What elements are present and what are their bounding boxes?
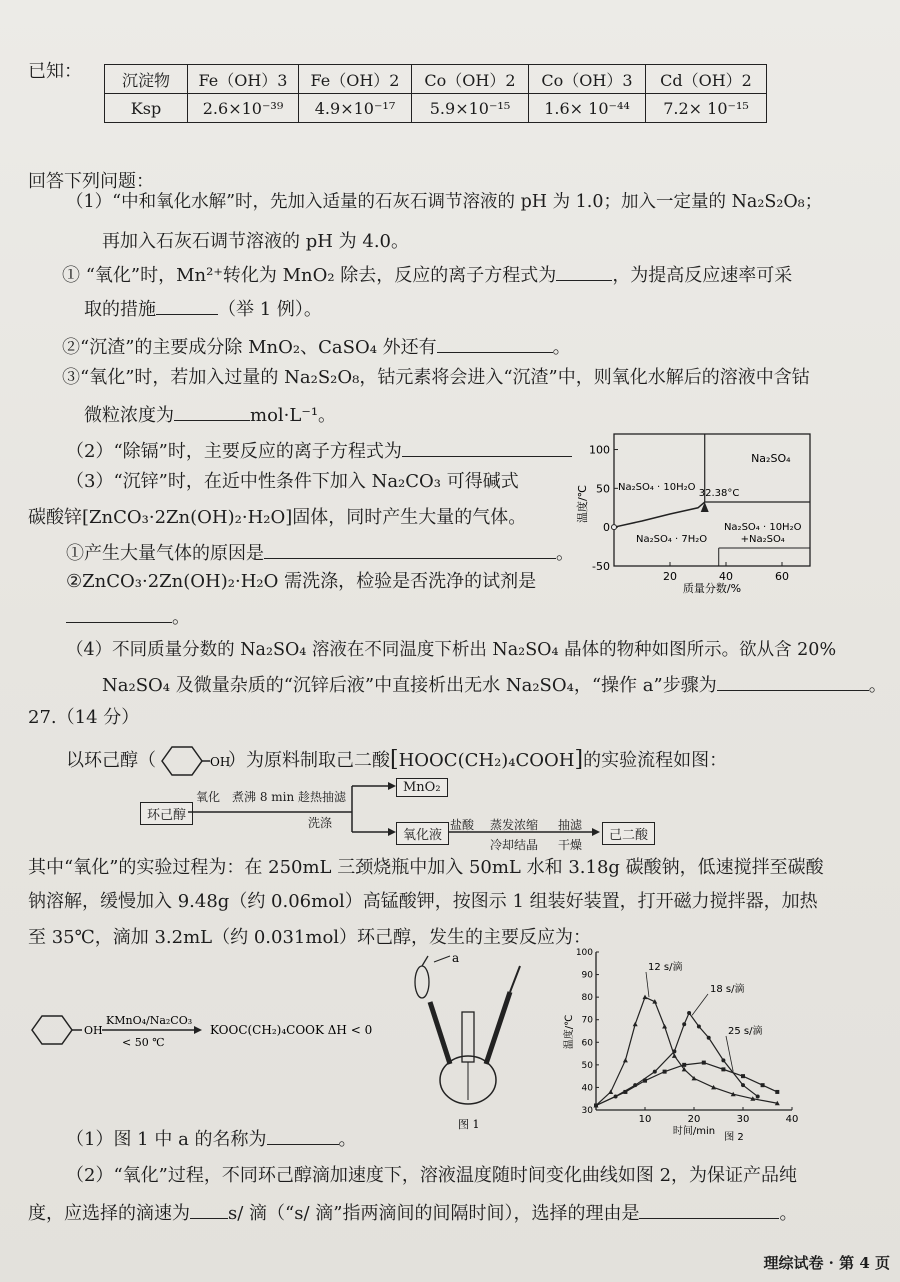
data-point <box>633 1022 638 1026</box>
text-segment: （1）图 1 中 a 的名称为 <box>66 1129 267 1150</box>
table-header-cell: Co（OH）3 <box>529 65 646 94</box>
data-point <box>697 1024 701 1028</box>
figure-caption: 图 2 <box>724 1132 744 1143</box>
flow-box-product: 己二酸 <box>602 822 655 845</box>
x-tick-label: 30 <box>736 1114 750 1125</box>
answer-blank[interactable] <box>402 438 572 457</box>
text-segment: 的实验流程如图： <box>583 750 728 771</box>
data-point <box>643 995 648 1000</box>
question-text <box>66 1126 357 1152</box>
question-text <box>84 402 336 428</box>
y-tick-label: 50 <box>581 1060 593 1071</box>
phase-diagram-chart <box>574 426 814 595</box>
data-point <box>663 1070 667 1074</box>
region-label: +Na₂SO₄ <box>740 534 785 545</box>
question-text: 碳酸锌[ZnCO₃·2Zn(OH)₂·H₂O]固体，同时产生大量的气体。 <box>28 507 527 528</box>
question-text <box>66 748 727 773</box>
flow-step-label: 干燥 <box>558 838 583 852</box>
reaction-equation <box>24 1000 394 1060</box>
chart-plot-area <box>562 948 798 1143</box>
table-cell: 5.9×10⁻¹⁵ <box>412 94 529 123</box>
text-segment: 。 <box>338 1129 357 1150</box>
flow-step-label: 煮沸 8 min <box>232 790 295 804</box>
flow-step-label: 氧化 <box>196 790 221 804</box>
text-segment: 。 <box>172 607 190 628</box>
process-flowchart <box>140 776 700 852</box>
question-text: （1）“中和氧化水解”时，先加入适量的石灰石调节溶液的 pH 为 1.0；加入一定量的 Na₂S₂O₈； <box>66 192 823 212</box>
table-row <box>105 65 767 94</box>
y-axis-label: 温度/℃ <box>576 484 589 524</box>
data-point <box>721 1067 725 1071</box>
series-line <box>596 1063 777 1106</box>
figure-caption: 图 1 <box>458 1118 480 1131</box>
x-tick-label: 20 <box>663 570 677 583</box>
temperature-time-chart <box>560 944 800 1143</box>
chart-plot-area <box>575 434 810 595</box>
label-pointer <box>726 1036 733 1072</box>
question-text: ③“氧化”时，若加入过量的 Na₂S₂O₈，钴元素将会进入“沉渣”中，则氧化水解后的溶液中含钴 <box>62 367 810 388</box>
table-cell: 7.2× 10⁻¹⁵ <box>646 94 767 123</box>
data-point <box>682 1063 686 1067</box>
question-text <box>28 1200 797 1226</box>
text-segment: mol·L⁻¹。 <box>250 405 337 426</box>
region-label: Na₂SO₄ · 7H₂O <box>636 534 708 545</box>
answer-blank[interactable] <box>264 540 556 559</box>
data-point <box>608 1089 613 1094</box>
x-axis-label: 质量分数/% <box>682 582 742 595</box>
region-label: Na₂SO₄ · 10H₂O <box>723 522 802 533</box>
data-point <box>761 1083 765 1087</box>
region-label: Na₂SO₄ <box>751 452 791 465</box>
question-text: （3）“沉锌”时，在近中性条件下加入 Na₂CO₃ 可得碱式 <box>66 471 519 492</box>
x-axis-label: 时间/min <box>672 1126 716 1137</box>
table-cell: 1.6× 10⁻⁴⁴ <box>529 94 646 123</box>
table-header-cell: Cd（OH）2 <box>646 65 767 94</box>
answer-blank[interactable] <box>556 262 612 281</box>
y-axis-label: 温度/℃ <box>564 1014 575 1050</box>
text-segment: 。 <box>552 337 571 358</box>
flow-step-label: 抽滤 <box>558 818 583 832</box>
label-pointer <box>692 994 708 1015</box>
data-point <box>643 1079 647 1083</box>
data-point <box>594 1103 598 1107</box>
apparatus-a-label: a <box>452 951 460 965</box>
text-segment: ）为原料制取己二酸 <box>228 750 390 771</box>
y-tick-label: 80 <box>581 993 593 1004</box>
question-text <box>84 296 322 322</box>
flow-step-label: 洗涤 <box>308 816 333 830</box>
flow-box-mno2: MnO₂ <box>396 778 448 797</box>
question-text: （4）不同质量分数的 Na₂SO₄ 溶液在不同温度下析出 Na₂SO₄ 晶体的物种如图所示。欲从含 20% <box>66 640 837 660</box>
flow-box-filtrate: 氧化液 <box>396 822 449 845</box>
text-segment: ②“沉渣”的主要成分除 MnO₂、CaSO₄ 外还有 <box>62 337 437 358</box>
y-tick-label: 100 <box>575 948 593 958</box>
x-tick-label: 60 <box>775 570 789 583</box>
text-segment: 。 <box>868 675 887 696</box>
text-segment: （2）“除镉”时，主要反应的离子方程式为 <box>66 441 402 462</box>
question-text: 再加入石灰石调节溶液的 pH 为 4.0。 <box>102 231 410 252</box>
y-tick-label: 100 <box>589 443 610 457</box>
answer-blank[interactable] <box>156 296 218 315</box>
text-segment: 。 <box>556 543 574 564</box>
reaction-product: KOOC(CH₂)₄COOK ΔH < 0 <box>210 1023 373 1037</box>
flow-step-label: 蒸发浓缩 <box>490 818 539 832</box>
table-cell: Ksp <box>105 94 188 123</box>
temperature-annotation: 32.38°C <box>698 488 740 499</box>
y-tick-label: 0 <box>603 521 610 535</box>
solubility-curve <box>614 502 705 527</box>
oh-label: OH <box>210 755 231 769</box>
answer-blank[interactable] <box>66 604 172 623</box>
reaction-condition: < 50 ℃ <box>122 1036 165 1049</box>
question-text <box>66 438 572 464</box>
bracket-icon: [ <box>390 747 399 772</box>
data-point <box>682 1022 686 1026</box>
region-label: Na₂SO₄ · 10H₂O <box>618 482 696 493</box>
curve-start-point <box>612 525 617 530</box>
question-text <box>62 334 571 360</box>
data-point <box>623 1058 628 1063</box>
x-tick-label: 40 <box>785 1114 799 1125</box>
y-tick-label: 30 <box>581 1106 593 1116</box>
answer-blank[interactable] <box>639 1200 779 1219</box>
y-tick-label: 40 <box>581 1083 593 1094</box>
data-point <box>775 1090 779 1094</box>
formula-text: HOOC(CH₂)₄COOH <box>398 750 575 771</box>
question-number: 27.（14 分） <box>28 707 140 728</box>
question-text <box>66 604 190 630</box>
label-pointer <box>646 972 649 997</box>
text-segment: 微粒浓度为 <box>84 405 174 426</box>
question-text <box>102 672 887 698</box>
reaction-reagent: KMnO₄/Na₂CO₃ <box>106 1014 193 1027</box>
table-header-cell: Fe（OH）2 <box>299 65 412 94</box>
question-text: （2）“氧化”过程，不同环己醇滴加速度下，溶液温度随时间变化曲线如图 2，为保证产品纯 <box>66 1165 798 1186</box>
question-text: 钠溶解，缓慢加入 9.48g（约 0.06mol）高锰酸钾，按图示 1 组装好装置，打开磁力搅拌器，加热 <box>28 891 818 912</box>
question-text: 其中“氧化”的实验过程为：在 250mL 三颈烧瓶中加入 50mL 水和 3.18g 碳酸钠，低速搅拌至碳酸 <box>28 857 824 878</box>
answer-blank[interactable] <box>717 672 869 691</box>
question-text <box>66 540 574 566</box>
figure1-apparatus <box>400 952 540 1132</box>
known-label: 已知： <box>28 61 82 82</box>
data-point <box>623 1090 627 1094</box>
data-point <box>672 1049 676 1053</box>
flow-step-label: 盐酸 <box>450 818 475 832</box>
text-segment: 以环己醇（ <box>66 750 156 771</box>
y-tick-label: 90 <box>581 970 593 981</box>
table-row <box>105 94 767 123</box>
x-tick-label: 20 <box>687 1114 701 1125</box>
table-cell: 4.9×10⁻¹⁷ <box>299 94 412 123</box>
ksp-table <box>104 64 767 123</box>
text-segment: ① “氧化”时，Mn²⁺转化为 MnO₂ 除去，反应的离子方程式为 <box>62 265 557 286</box>
y-tick-label: 70 <box>581 1015 593 1026</box>
data-point <box>721 1058 725 1062</box>
question-text: 至 35℃，滴加 3.2mL（约 0.031mol）环己醇，发生的主要反应为： <box>28 927 592 948</box>
page-footer: 理综试卷 · 第 4 页 <box>763 1254 890 1272</box>
data-point <box>702 1061 706 1065</box>
text-segment: ，为提高反应速率可采 <box>612 265 793 286</box>
x-tick-label: 40 <box>719 570 733 583</box>
table-cell: 2.6×10⁻³⁹ <box>188 94 299 123</box>
question-text: ②ZnCO₃·2Zn(OH)₂·H₂O 需洗涤，检验是否洗净的试剂是 <box>66 571 537 592</box>
text-segment: （举 1 例）。 <box>218 299 322 320</box>
data-point <box>662 1024 667 1029</box>
question-text <box>62 262 792 288</box>
flow-step-label: 趁热抽滤 <box>298 790 347 804</box>
data-point <box>653 1070 657 1074</box>
text-segment: s/ 滴（“s/ 滴”指两滴间的间隔时间），选择的理由是 <box>228 1203 640 1224</box>
x-tick-label: 10 <box>638 1114 652 1125</box>
text-segment: 取的措施 <box>84 299 156 320</box>
data-point <box>741 1074 745 1078</box>
data-point <box>687 1011 691 1015</box>
answer-blank[interactable] <box>190 1200 228 1219</box>
text-segment: Na₂SO₄ 及微量杂质的“沉锌后液”中直接析出无水 Na₂SO₄，“操作 a”步骤为 <box>102 675 717 696</box>
question-intro: 回答下列问题： <box>28 171 154 192</box>
data-point <box>756 1094 760 1098</box>
data-point <box>707 1036 711 1040</box>
flow-step-label: 冷却结晶 <box>490 838 539 852</box>
table-header-cell: Co（OH）2 <box>412 65 529 94</box>
series-line <box>596 997 777 1105</box>
data-point <box>672 1053 677 1058</box>
answer-blank[interactable] <box>174 402 250 421</box>
text-segment: ①产生大量气体的原因是 <box>66 543 264 564</box>
table-header-cell: 沉淀物 <box>105 65 188 94</box>
bracket-icon: ] <box>574 747 584 772</box>
series-label: 25 s/滴 <box>728 1026 763 1037</box>
table-header-cell: Fe（OH）3 <box>188 65 299 94</box>
answer-blank[interactable] <box>267 1126 339 1145</box>
series-label: 18 s/滴 <box>710 984 745 995</box>
text-segment: 。 <box>779 1203 798 1224</box>
cyclohexanol-structure-icon <box>156 741 231 781</box>
data-point <box>741 1083 745 1087</box>
text-segment: 度，应选择的滴速为 <box>28 1203 190 1224</box>
flow-box-start: 环己醇 <box>140 802 193 825</box>
y-tick-label: 50 <box>596 482 610 496</box>
series-label: 12 s/滴 <box>648 962 683 973</box>
answer-blank[interactable] <box>437 334 553 353</box>
y-tick-label: 60 <box>581 1038 593 1049</box>
oh-label: OH <box>84 1024 103 1037</box>
y-tick-label: -50 <box>592 560 610 573</box>
